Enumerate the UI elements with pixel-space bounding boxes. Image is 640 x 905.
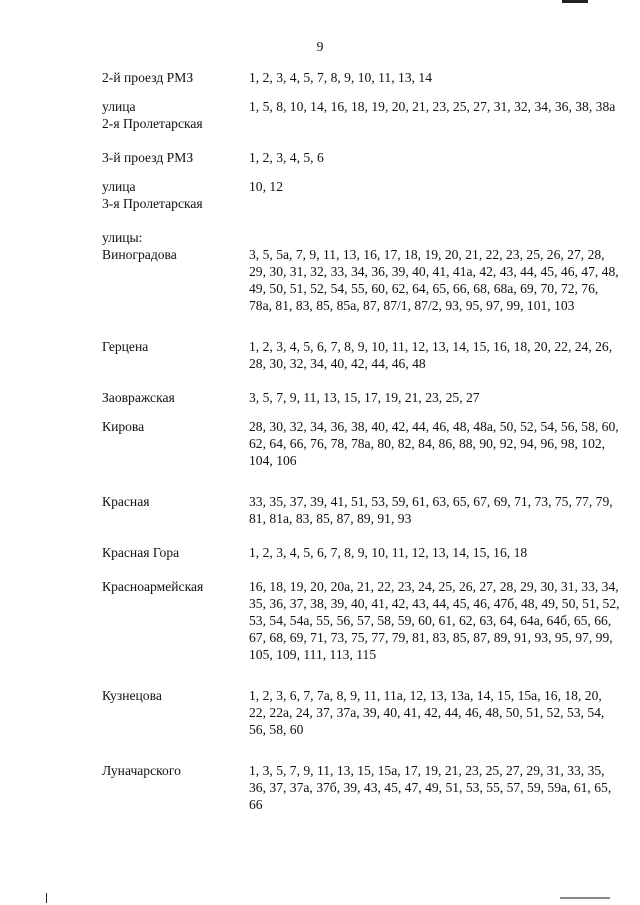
street-row	[102, 229, 622, 314]
street-row	[102, 178, 622, 212]
house-numbers: 1, 2, 3, 4, 5, 6	[249, 150, 324, 165]
street-row	[102, 69, 622, 86]
street-row	[102, 338, 622, 372]
house-numbers: 3, 5, 5а, 7, 9, 11, 13, 16, 17, 18, 19, 20, 21, 22, 23, 25, 26, 27, 28, 29, 30, 31, 32, 33, 34, 36, 39, 40, 41, 41а, 42, 43, 44, 45, 46, 47, 48, 49, 50, 51, 52, 54, 55, 60, 62, 64, 65, 66, 68, 68а, 69, 70, 72, 76, 78а, 81, 83, 85, 85а, 87, 87/1, 87/2, 93, 95, 97, 99, 101, 103	[249, 247, 619, 313]
street-row	[102, 544, 622, 561]
scan-mark-top	[562, 0, 588, 3]
house-numbers: 1, 2, 3, 4, 5, 6, 7, 8, 9, 10, 11, 12, 13, 14, 15, 16, 18, 20, 22, 24, 26, 28, 30, 32, 34, 40, 42, 44, 46, 48	[249, 339, 613, 371]
street-name: Заовражская	[102, 390, 175, 405]
street-row	[102, 418, 622, 469]
house-numbers: 1, 2, 3, 4, 5, 7, 8, 9, 10, 11, 13, 14	[249, 70, 433, 85]
scan-mark-bottom-right	[560, 897, 610, 899]
street-name: Кирова	[102, 419, 145, 434]
page-number: 9	[316, 39, 324, 54]
street-name: Луначарского	[102, 763, 181, 778]
street-list	[102, 69, 622, 830]
street-name: Красная Гора	[102, 545, 180, 560]
street-name: Герцена	[102, 339, 149, 354]
street-name: Красноармейская	[102, 579, 204, 594]
scan-mark-bottom-left	[46, 893, 47, 903]
house-numbers: 1, 2, 3, 4, 5, 6, 7, 8, 9, 10, 11, 12, 13, 14, 15, 16, 18	[249, 545, 528, 560]
street-row	[102, 149, 622, 166]
house-numbers: 1, 3, 5, 7, 9, 11, 13, 15, 15а, 17, 19, 21, 23, 25, 27, 29, 31, 33, 35, 36, 37, 37а, 37б, 39, 43, 45, 47, 49, 51, 53, 55, 57, 59, 59а, 61, 65, 66	[249, 763, 612, 812]
house-numbers: 1, 5, 8, 10, 14, 16, 18, 19, 20, 21, 23, 25, 27, 31, 32, 34, 36, 38, 38а	[249, 99, 616, 114]
street-name: улица 2-я Пролетарская	[102, 99, 203, 131]
house-numbers: 28, 30, 32, 34, 36, 38, 40, 42, 44, 46, 48, 48а, 50, 52, 54, 56, 58, 60, 62, 64, 66, 76, 78, 78а, 80, 82, 84, 86, 88, 90, 92, 94, 96, 98, 102, 104, 106	[249, 419, 619, 468]
street-name: 2-й проезд РМЗ	[102, 70, 194, 85]
street-name: 3-й проезд РМЗ	[102, 150, 194, 165]
street-name: Красная	[102, 494, 150, 509]
street-row	[102, 98, 622, 132]
house-numbers: 1, 2, 3, 6, 7, 7а, 8, 9, 11, 11а, 12, 13, 13а, 14, 15, 15а, 16, 18, 20, 22, 22а, 24, 37, 37а, 39, 40, 41, 42, 44, 46, 48, 50, 51, 52, 53, 54, 56, 58, 60	[249, 688, 605, 737]
house-numbers: 10, 12	[249, 179, 283, 194]
street-row	[102, 493, 622, 527]
house-numbers: 16, 18, 19, 20, 20а, 21, 22, 23, 24, 25, 26, 27, 28, 29, 30, 31, 33, 34, 35, 36, 37, 38, 39, 40, 41, 42, 43, 44, 45, 46, 47б, 48, 49, 50, 51, 52, 53, 54, 54а, 55, 56, 57, 58, 59, 60, 61, 62, 63, 64, 64а, 64б, 65, 66, 67, 68, 69, 71, 73, 75, 77, 79, 81, 83, 85, 87, 89, 91, 93, 95, 97, 99, 105, 109, 111, 113, 115	[249, 579, 620, 662]
house-numbers: 3, 5, 7, 9, 11, 13, 15, 17, 19, 21, 23, 25, 27	[249, 390, 480, 405]
street-row	[102, 389, 622, 406]
street-row	[102, 762, 622, 813]
street-row	[102, 578, 622, 663]
street-name: улицы: Виноградова	[102, 230, 177, 262]
house-numbers: 33, 35, 37, 39, 41, 51, 53, 59, 61, 63, 65, 67, 69, 71, 73, 75, 77, 79, 81, 81а, 83, 85, 87, 89, 91, 93	[249, 494, 613, 526]
street-name: улица 3-я Пролетарская	[102, 179, 203, 211]
street-row	[102, 687, 622, 738]
street-name: Кузнецова	[102, 688, 162, 703]
